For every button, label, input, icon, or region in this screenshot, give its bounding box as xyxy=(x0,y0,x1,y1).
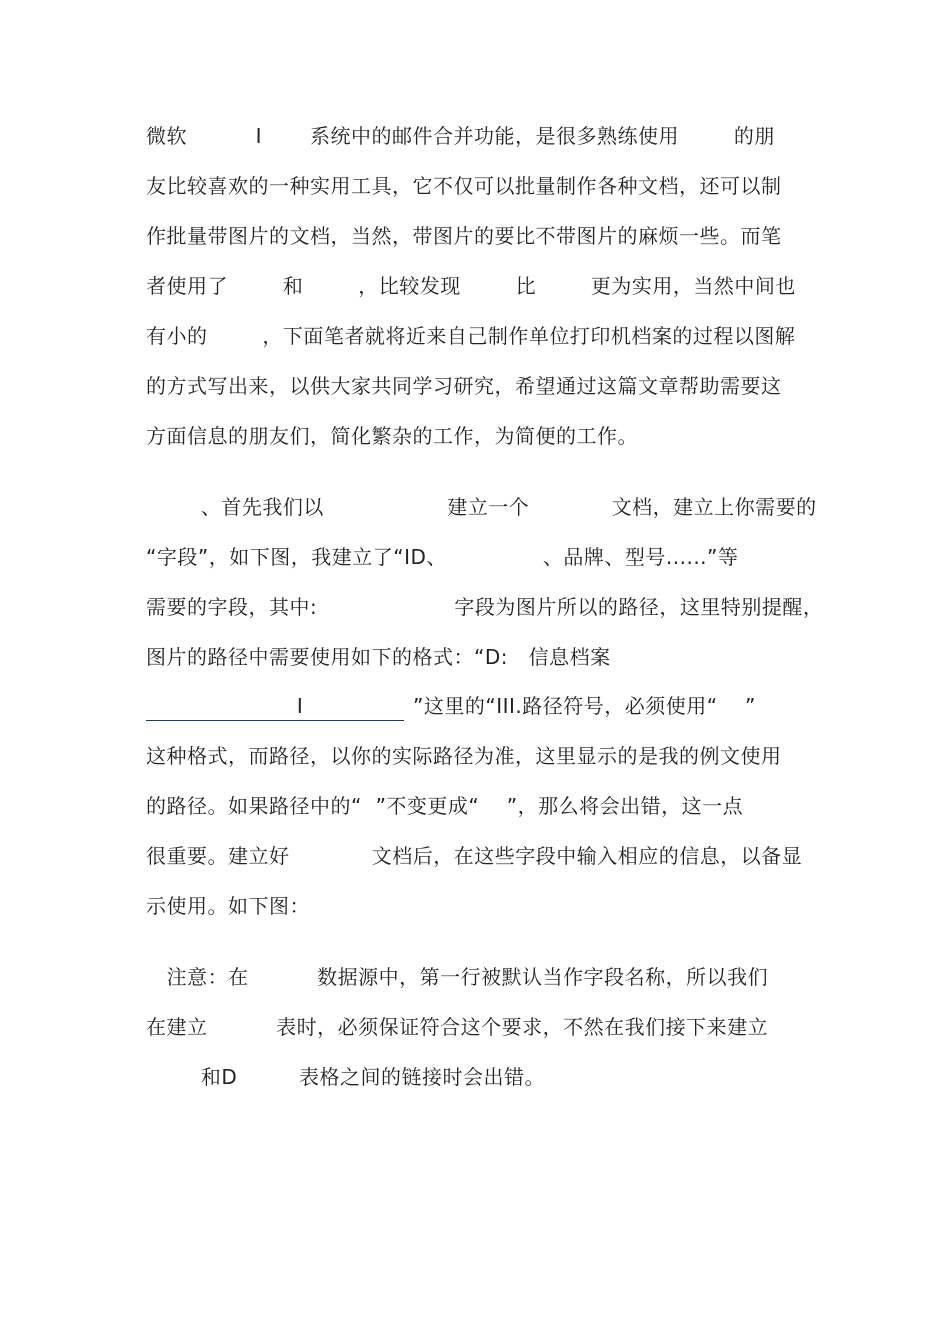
paragraph-2-line-7: 的路径。如果路径中的“ ”不变更成“ ”，那么将会出错，这一点 xyxy=(146,794,744,818)
hyperlink-underline xyxy=(146,720,404,721)
paragraph-1-line-3: 作批量带图片的文档，当然，带图片的要比不带图片的麻烦一些。而笔 xyxy=(146,224,782,248)
paragraph-1-line-1: 微软 I 系统中的邮件合并功能，是很多熟练使用 的朋 xyxy=(146,124,775,148)
paragraph-1-line-2: 友比较喜欢的一种实用工具，它不仅可以批量制作各种文档，还可以制 xyxy=(146,174,782,198)
paragraph-2-line-3: 需要的字段，其中: 字段为图片所以的路径，这里特别提醒， xyxy=(146,595,824,619)
paragraph-2-line-9: 示使用。如下图： xyxy=(146,894,310,918)
paragraph-1-line-6: 的方式写出来，以供大家共同学习研究，希望通过这篇文章帮助需要这 xyxy=(146,374,782,398)
paragraph-1-line-7: 方面信息的朋友们，简化繁杂的工作，为简便的工作。 xyxy=(146,424,638,448)
paragraph-1-line-5: 有小的 ，下面笔者就将近来自己制作单位打印机档案的过程以图解 xyxy=(146,324,796,348)
paragraph-2-line-5-hyperlink[interactable]: I ”这里的“III.路径符号，必须使用“ ” xyxy=(146,694,756,718)
paragraph-1-line-4: 者使用了 和 ，比较发现 比 更为实用，当然中间也 xyxy=(146,274,796,298)
paragraph-3-line-1: 注意：在 数据源中，第一行被默认当作字段名称，所以我们 xyxy=(146,965,769,989)
paragraph-3-line-3: 和D 表格之间的链接时会出错。 xyxy=(146,1065,545,1089)
paragraph-2-line-1: 、首先我们以 建立一个 文档，建立上你需要的 xyxy=(146,495,817,519)
paragraph-2-line-8: 很重要。建立好 文档后，在这些字段中输入相应的信息，以备显 xyxy=(146,844,803,868)
paragraph-3-line-2: 在建立 表时，必须保证符合这个要求，不然在我们接下来建立 xyxy=(146,1015,769,1039)
paragraph-2-line-6: 这种格式，而路径，以你的实际路径为准，这里显示的是我的例文使用 xyxy=(146,744,782,768)
paragraph-2-line-4: 图片的路径中需要使用如下的格式：“D: 信息档案 xyxy=(146,645,611,669)
paragraph-2-line-2: “字段”，如下图，我建立了“ID、 、品牌、型号......”等 xyxy=(146,545,739,569)
